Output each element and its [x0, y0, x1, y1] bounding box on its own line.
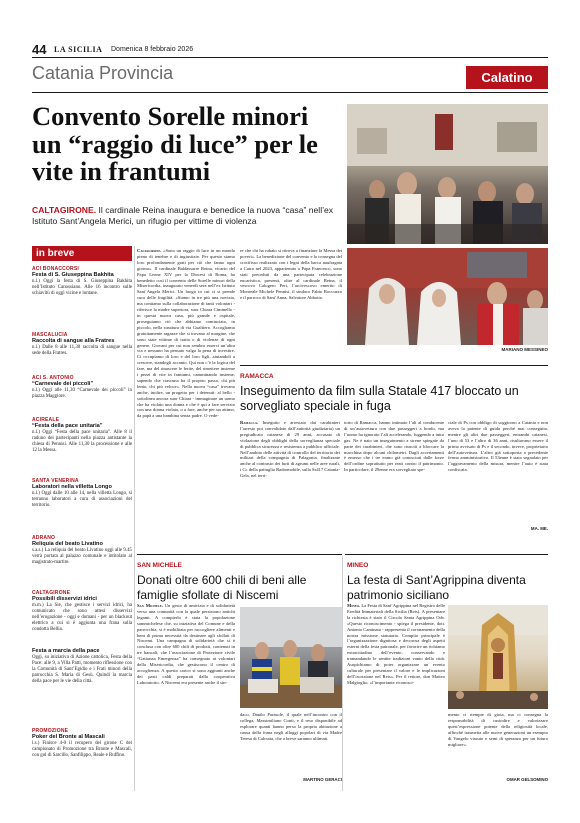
- brief-title: “Carnevale dei piccoli”: [32, 381, 94, 387]
- ramacca-body-col1: [240, 420, 340, 532]
- body-text: torio di Ramacca, hanno intimato l’alt al conducente di un’autovettura con due passeggeri a bordo, ma l’uomo ha ignorato l’alt accelerando, fuggendo a tutto gas. Ne è nato un inseguimento a sirene spiegate da parte dei carabinieri, che sono riusciti a bloccare la macchina dopo alcuni chilometri. Dagli accertamenti è emerso che i tre erano già conosciuti dalle forze dell’ordine soprattutto per reati contro il patrimonio. In particolare, il 29enne era sorvegliato spe-: [344, 420, 444, 473]
- mineo-body-col2: [448, 712, 548, 774]
- main-body-col1: [137, 248, 235, 545]
- body-text: «Sono un raggio di luce in un mondo pieno di tenebre e di ingiustizie. Per questo siamo loro profondamente grati per ciò che fanno ogni giorno». Il cardinale Baldassarre Reina, vicario del Papa Leone XIV per la Diocesi di Roma, ha benedetto così il convento delle Sorelle minori della Misericordia, inaugurato venerdì sera nell’ex Istituto Sant’Angela Merici. Un luogo in cui ci si prende cura delle fragilità. «Siamo in tre più una novizia, ma contiamo sulla collaborazione di tanti volontari - riferisce la madre superiora, suor Chiara Ciminello - in questa nuova casa, più grande e ospitale, proseguiamo ciò che abbiamo cominciato, in piccolo, nella struttura di via Gualtiero. Accogliamo gratuitamente ragazze che si trovano al margine, che sono state vittime di tratta o di violenze di ogni genere. Giovani per cui non sembra esserci un’altra via e nessuno ha pensato valga la pena di investire. Ci occupiamo di loro e del loro figli, aiutandoli a crescere, standogli accanto. Qui non c’è la logica del fare, ma del rinascere le ferite, del rimettere insieme i pezzi di vite in frantumi, camminando insieme, sapendo che ciascuna ha il proprio passo, chi più lento, chi più veloce». Nella nuova “casa” trovano anche, inoltre, un progetto per i detenuti: al bello - sottolinea ancora suor Chiara - immaginare un uomo che ha violato una donna e che è qui a fare servizio con una donna violata, o a fare, anche per un attimo, da papà a una bambina senza padre. O vede-: [137, 248, 235, 419]
- donations-photo: [240, 607, 342, 708]
- ramacca-signature: MA. ME.: [530, 526, 548, 531]
- donations-photo-art: [240, 607, 342, 708]
- brief-text: Oggi, su iniziativa di Azione cattolica, Festa della Pace: alle 9, a Villa Patti, momento riflessione con la Comunità di Sant’Egidio e i Frati minori della parrocchia S. Maria di Gesù. Quindi la marcia della pace per le vie della città.: [32, 654, 132, 684]
- issue-date: Domenica 8 febbraio 2026: [111, 45, 194, 53]
- brief-item: [32, 590, 132, 633]
- newspaper-name: LA SICILIA: [54, 45, 103, 54]
- brief-text: n.l.) Oggi dalle 10 alle 14, nella villetta Longo, si terranno laboratori a cura di associazioni del territorio.: [32, 490, 132, 508]
- main-headline: Convento Sorelle minori un “raggio di luce” per le vite in frantumi: [32, 101, 318, 186]
- body-text: ciale di Ps con obbligo di soggiorno a Catania e non aveva la patente di guida perché mai conseguita, mentre gli altri due passeggeri, entrambi catanesi, l’uno di 53 e l’altro di 36 anni, risultavano essere il primo avvisato di Ps e il secondo, invece, proprietario dell’autovettura. L’altro già sottoposta a precedente fermo amministrativo. Il 53enne è stato segnalato per l’aggravamento della misura, mentre l’auto è stata confiscata.: [448, 420, 548, 473]
- brief-title: Poker del Bronte al Mascali: [32, 734, 105, 740]
- body-text: Inseguito e arrestato dai carabinieri l’arresto poi convalidato dall’autorità giudiziaria) un pregiudicato catanese di 29 anni, accusato di violazione degli obblighi della sorveglianza speciale di pubblica sicurezza e resistenza a pubblico ufficiale. Nell’ambito delle attività di controllo del territorio dei militari della compagnia di Palagonia, finalizzate anche al contrasto dei furti di agrumi nelle aree rurali, i Cc della pattuglia Radiomobile, sulla Ss417 Catania-Gela, nel terri-: [240, 420, 340, 479]
- brief-title: Possibili disservizi idrici: [32, 596, 97, 602]
- ramacca-body-col2: [344, 420, 444, 532]
- page-number: 44: [32, 42, 47, 57]
- in-breve-heading: in breve: [32, 246, 132, 261]
- brief-town: ACIREALE: [32, 417, 60, 423]
- area-tag: Calatino: [466, 66, 548, 89]
- procession-photo-art: [448, 605, 548, 709]
- body-text-cont: re che chi ha rubato si ritrova a finanziare la Messa dei poveri». La benedizione del convento e la consegna del crocifisso realizzato con i legni della barca naufragata a Cutro nel 2023, appartenuto a Papa Francesco, sono stati preceduti da una partecipata celebrazione eucaristica, presenti, oltre al cardinale Reina, il vescovo Calogero Peri, l’arcivescovo emerito di Monreale Michele Pennisi, il sindaco Fabio Roccuzzo e il parroco di Sant’Anna, Salvatore Abbotto.: [240, 248, 342, 301]
- body-text: mento ci riempie di gioia, ma ci consegna la responsabilità di custodire e valorizzare quest’espressione potente della religiosità locale, affinché trasmetta alle nuove generazioni un esempio di Vangelo vissuto e semi di speranza per un futuro migliore».: [448, 712, 548, 747]
- mineo-headline: La festa di Sant’Agrippina diventa patrimonio siciliano: [347, 573, 526, 602]
- mineo-divider: [342, 556, 343, 791]
- mineo-kicker: MINEO: [347, 562, 369, 569]
- header-rule: [32, 57, 548, 58]
- ramacca-kicker: RAMACCA: [240, 373, 274, 380]
- brief-item: [32, 266, 132, 297]
- brief-item: [32, 478, 132, 509]
- brief-item: [32, 332, 132, 357]
- brief-title: Festa a marcia della pace: [32, 648, 100, 654]
- brief-town: ACI S. ANTONIO: [32, 375, 74, 381]
- brief-text: n.l.) Oggi alle 11,30 “Carnevale dei piccoli” in piazza Maggiore.: [32, 387, 132, 399]
- brief-town: ACI BONACCORSI: [32, 266, 79, 272]
- lead-text: Il cardinale Reina inaugura e benedice la nuova “casa” nell’ex Istituto Sant’Angela Merici, un rifugio per vittime di violenza: [32, 205, 334, 226]
- niscemi-rule: [137, 554, 342, 555]
- brief-text: l.s.) Finisce 4-0 il recupero del girone C del campionato di Promozione tra Bronte e Mascali, con gol di Sarcillo, Sanfilippo, Reale e Ruffino.: [32, 740, 132, 758]
- body-text: Un gesto di amicizia e di solidarietà verso una comunità con la quale persistono antichi legami. A compierlo è stata la popolazione sammichelese che, su iniziativa del Comune e della parrocchia, si è mobilitata per raccogliere alimenti e beni di prima necessità da destinare agli sfollati di Niscemi. Una campagna di solidarietà che si è conclusa con oltre 600 chili di prodotti, contenuti in tre bancali, che l’associazione di Protezione civile “Gattonaa Emergenza” ha consegnato ai volontari della Misericordia, che gestiscono il centro di accoglienza. A questo carico si sono aggiunti anche dei pasti caldi preparati dalla cooperativa Laboratorio. A Niscemi era presente anche il sin-: [137, 603, 235, 685]
- brief-item: [32, 648, 132, 685]
- nuns-photo: [347, 248, 548, 345]
- mineo-rule: [345, 554, 548, 555]
- ceremony-photo: [347, 104, 548, 244]
- lead-place: CALTAGIRONE.: [32, 205, 97, 215]
- body-text: La Festa di Sant’Agrippina nel Registro delle Eredità Immateriali della Sicilia (Reis). A presentare la richiesta è stato il Circolo Santa Agrippina Odv. «Questo riconoscimento - spiega il presidente, dott. Antonio Caminata - rappresenta il coronamento della nostra missione statutaria. Compito principale è l’organizzazione dignitosa e decorosa degli aspetti esterni della festa patronale, per favorire un richiamo extracittadino dell’evento, conservando e tramandando le sentite tradizioni vanto della città. Auspichiamo di poter organizzare un evento culturale per presentare il valore e le implicazioni dell’iscrizione nel Reis». Per il rettore, don Matteo Malgioglio, «l’importante riconosci-: [347, 603, 445, 685]
- procession-photo: [448, 605, 548, 709]
- niscemi-headline: Donati oltre 600 chili di beni alle famiglie sfollate di Niscemi: [137, 573, 307, 602]
- brief-item: [32, 375, 132, 400]
- brief-title: “Festa della pace unitaria”: [32, 423, 103, 429]
- niscemi-signature: MARTINO GERACI: [303, 777, 342, 782]
- brief-town: SANTA VENERINA: [32, 478, 79, 484]
- ramacca-rule: [240, 365, 548, 366]
- brief-text: n.l.) Oggi la festa di S. Giuseppina Bakhita nell’Istituto Canossiano. Alle 16 incontro sulle schiavitù di oggi vicine e lontane.: [32, 278, 132, 296]
- body-kicker: Caltagirone.: [137, 248, 162, 253]
- niscemi-body-col1: [137, 603, 235, 793]
- brief-title: Laboratori nella villetta Longo: [32, 484, 112, 490]
- main-lead: [32, 205, 342, 226]
- brief-text: m.m.) La Sie, che gestisce i servizi idrici, ha comunicato che sono attesi disservizi nell’erogazione - oggi e domani - per un blackout elettrico a cui si è aggiunta una frana sulla condotta Bellia.: [32, 602, 132, 632]
- section-title: Catania Provincia: [32, 63, 174, 83]
- brief-item: [32, 728, 132, 759]
- brief-text: n.l.) Dalle 8 alle 11,30 raccolta di sangue nella sede della Fratres.: [32, 344, 132, 356]
- body-text: daco, Danilo Parasole, il quale nell’incontro con il collega, Massimiliano Conti, e il reso disponibile ad esplorare quanti hanno perso la propria abitazione a causa della frana negli alloggi popolari di via Madre Teresa di Calcutta, che a breve saranno ultimati.: [240, 712, 342, 741]
- niscemi-kicker: SAN MICHELE: [137, 562, 182, 569]
- sidebar-divider: [134, 246, 135, 791]
- brief-title: Raccolta di sangue alla Fratres: [32, 338, 115, 344]
- brief-item: [32, 417, 132, 454]
- body-kicker: Ramacca.: [240, 420, 259, 425]
- brief-title: Reliquia del beato Livatino: [32, 541, 103, 547]
- brief-text: s.a.s.) La reliquia del beato Livatino oggi alle 9.45 verrà portata al palazzo comunale e intitolato al magistrato-martire.: [32, 547, 132, 565]
- ramacca-headline: Inseguimento da film sulla Statale 417 bloccato un sorvegliato speciale in fuga: [240, 384, 519, 413]
- section-rule: [32, 92, 548, 93]
- brief-text: n.l.) Oggi “Festa della pace unitaria”. Alle 8 il raduno dei partecipanti nella piazza antistante la chiesa di Pennisi. Alle 11,30 la processione e alle 12 la Messa.: [32, 429, 132, 453]
- body-kicker: San Michele.: [137, 603, 163, 608]
- brief-town: ADRANO: [32, 535, 56, 541]
- brief-town: PROMOZIONE: [32, 728, 69, 734]
- brief-town: MASCALUCIA: [32, 332, 68, 338]
- ceremony-photo-art: [347, 104, 548, 244]
- mineo-signature: OMAR GELSOMINO: [506, 777, 548, 782]
- brief-title: Festa di S. Giuseppina Bakhita: [32, 272, 114, 278]
- body-kicker: Mineo.: [347, 603, 361, 608]
- mineo-body-col1: [347, 603, 445, 793]
- niscemi-body-col2: [240, 712, 342, 774]
- nuns-photo-art: [347, 248, 548, 345]
- photo-credit: MARIANO MESSINEO: [501, 347, 548, 352]
- brief-item: [32, 535, 132, 566]
- brief-town: CALTAGIRONE: [32, 590, 71, 596]
- ramacca-body-col3: [448, 420, 548, 522]
